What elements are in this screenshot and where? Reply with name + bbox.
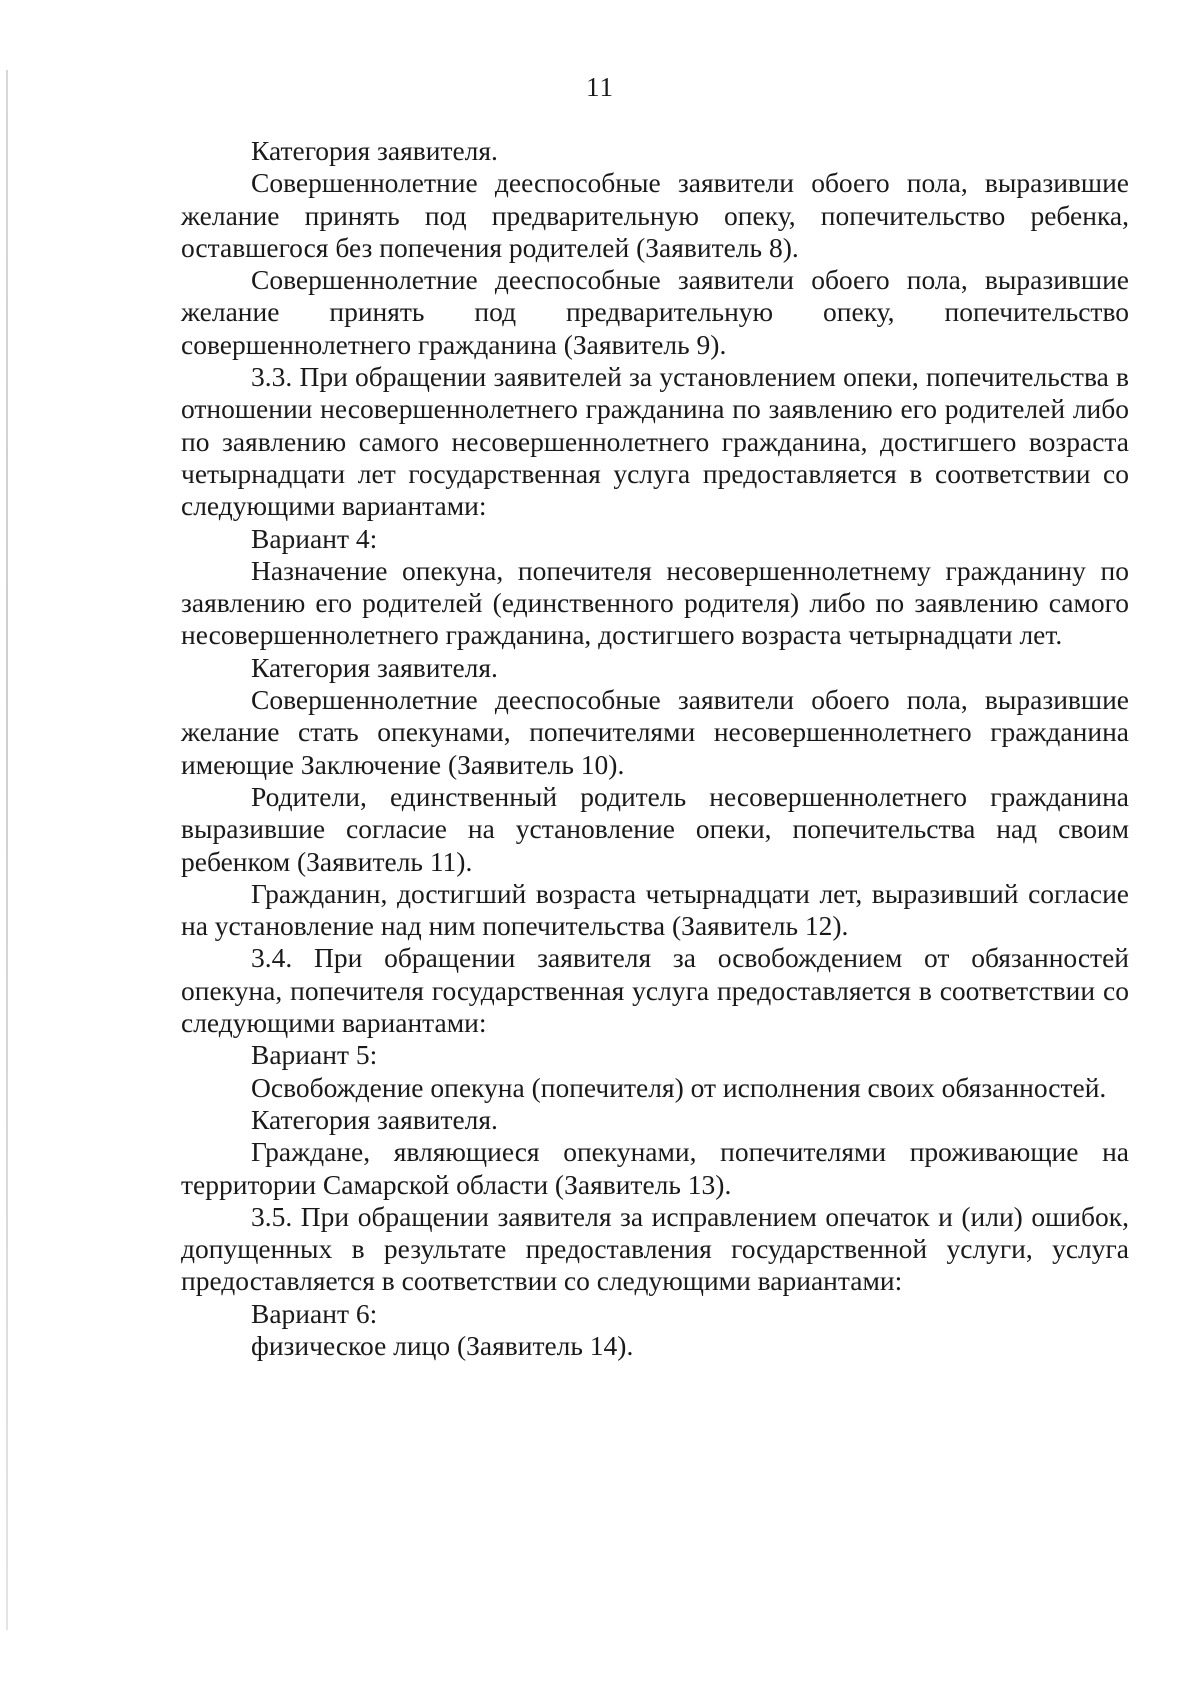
page-number: 11 [586,72,614,102]
paragraph: физическое лицо (Заявитель 14). [251,1329,634,1361]
paragraph: Граждане, являющиеся опекунами, попечителями проживающие на территории Самарской области (Заявитель 13). [181,1136,1129,1200]
paragraph: Категория заявителя. [251,651,498,683]
paragraph: Родители, единственный родитель несовершеннолетнего гражданина выразившие согласие на установление опеки, попечительства над своим ребенком (Заявитель 11). [181,780,1129,877]
paragraph: Категория заявителя. [251,1103,498,1135]
scan-edge-line [6,70,8,1630]
paragraph: Категория заявителя. [251,135,498,166]
paragraph: Назначение опекуна, попечителя несовершеннолетнему гражданину по заявлению его родителей (единственного родителя) либо по заявлению самого несовершеннолетнего гражданина, достигшего возраста четырнадцати лет. [181,554,1129,651]
paragraph: Вариант 6: [251,1297,378,1329]
document-body [181,135,1129,1362]
paragraph: 3.5. При обращении заявителя за исправлением опечаток и (или) ошибок, допущенных в результате предоставления государственной услуги, услуга предоставляется в соответствии со следующими вариантами: [181,1200,1129,1297]
paragraph: 3.4. При обращении заявителя за освобождением от обязанностей опекуна, попечителя государственная услуга предоставляется в соответствии со следующими вариантами: [181,942,1129,1039]
paragraph: Вариант 5: [251,1039,378,1071]
paragraph: Освобождение опекуна (попечителя) от исполнения своих обязанностей. [251,1071,1107,1103]
paragraph: Совершеннолетние дееспособные заявители обоего пола, выразившие желание стать опекунами, попечителями несовершеннолетнего гражданина имеющие Заключение (Заявитель 10). [181,684,1129,780]
paragraph: Вариант 4: [251,522,378,554]
paragraph: Гражданин, достигший возраста четырнадцати лет, выразивший согласие на установление над ним попечительства (Заявитель 12). [181,877,1129,942]
paragraph: Совершеннолетние дееспособные заявители обоего пола, выразившие желание принять под предварительную опеку, попечительство ребенка, оставшегося без попечения родителей (Заявитель 8). [181,167,1129,263]
paragraph: Совершеннолетние дееспособные заявители обоего пола, выразившие желание принять под предварительную опеку, попечительство совершеннолетнего гражданина (Заявитель 9). [181,264,1129,360]
paragraph: 3.3. При обращении заявителей за установлением опеки, попечительства в отношении несовершеннолетнего гражданина по заявлению его родителей либо по заявлению самого несовершеннолетнего гражданина, достигшего возраста четырнадцати лет государственная услуга предоставляется в соответствии со следующими вариантами: [181,361,1129,522]
